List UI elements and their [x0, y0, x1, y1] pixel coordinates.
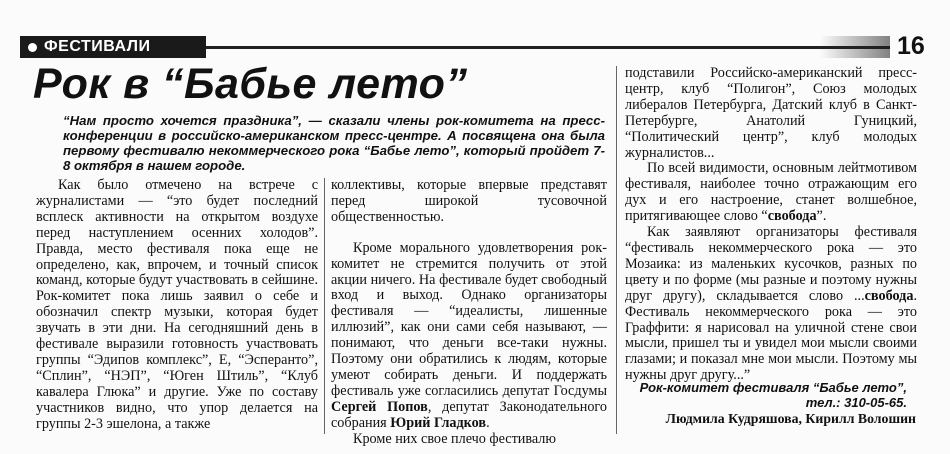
- article-column-3: [625, 66, 917, 384]
- lead-paragraph: “Нам просто хочется праздника”, — сказали члены рок-комитета на пресс-конференции в российско-американском пресс-центре. А посвящена она была первому фестивалю некоммерческого рока “Бабье лето”, который пройдет 7-8 октября в нашем городе.: [63, 113, 605, 173]
- column3-paragraph-3-text: Как заявляют организаторы фестиваля “фестиваль некоммерческого рока — это Мозаика: из маленьких кусочков, разных по цвету и по форме (мы разные и поэтому нужны друг другу), складывается слово ...: [625, 224, 917, 304]
- column-divider: [324, 178, 325, 434]
- article-column-2: [331, 178, 607, 448]
- deputy-name: Сергей Попов: [331, 398, 428, 415]
- column2-paragraph-2-end: .: [486, 414, 490, 431]
- contact-info: Рок-комитет фестиваля “Бабье лето”, тел.: 310-05-65.: [639, 380, 907, 410]
- column-divider: [616, 166, 617, 434]
- column3-paragraph-2-text: По всей видимости, основным лейтмотивом фестиваля, наиболее точно отражающим его дух и его настроение, станет волшебное, притягивающее слово “: [625, 160, 917, 225]
- column2-paragraph-2-text: Кроме морального удовлетворения рок-комитет не стремится получить от этой акции ничего. На фестивале будет свободный вход и выход. Однако организаторы фестиваля — “идеалисты, лишенные иллюзий”, как они сами себя называют, — понимают, что деньги все-таки нужны. Поэтому они обратились к людям, которые умеют собирать деньги. И поддержать фестиваль уже согласились депутат Госдумы: [331, 239, 607, 399]
- page-number: 16: [897, 32, 925, 60]
- column3-paragraph-3-end: . Фестиваль некоммерческого рока — это Граффити: я нарисовал на уличной стене свои мысли, пришел ты и увидел мои мысли своими глазами; и показал мне мои мысли. Поэтому мы нужны друг другу...”: [625, 287, 917, 384]
- column2-paragraph-3: Кроме них свое плечо фестивалю: [353, 430, 556, 447]
- deputy-name: Юрий Гладков: [390, 414, 487, 431]
- rubric-rule: [206, 46, 890, 49]
- rubric-bar: [20, 36, 206, 58]
- column2-paragraph-1: коллективы, которые впервые представят перед широкой тусовочной общественностью.: [331, 177, 607, 225]
- headline: Рок в “Бабье лето”: [33, 60, 468, 108]
- bullet-icon: [28, 43, 37, 52]
- article-column-1: [36, 178, 318, 433]
- rubric-label: ФЕСТИВАЛИ: [44, 38, 151, 55]
- keyword-freedom: свобода: [864, 287, 914, 304]
- column3-paragraph-1: подставили Российско-американский пресс-центр, клуб “Полигон”, Союз молодых либералов Петербурга, Датский клуб в Санкт-Петербурге, Анатолий Гуницкий, “Политический центр”, клуб молодых журналистов...: [625, 65, 917, 161]
- column3-paragraph-2: [625, 161, 917, 225]
- column3-paragraph-2-end: ”.: [816, 208, 827, 225]
- column-divider: [616, 66, 617, 166]
- column2-paragraph-2-mid: , депутат Законодательного собрания: [331, 398, 607, 431]
- column3-paragraph-3: [625, 225, 917, 384]
- keyword-freedom: свобода: [767, 208, 817, 225]
- column2-paragraph-2: [331, 241, 607, 432]
- author-signature: Людмила Кудряшова, Кирилл Волошин: [665, 411, 916, 426]
- rubric-shading: [820, 36, 890, 58]
- column1-text: Как было отмечено на встрече с журналистами — “это будет последний всплеск активности на открытом воздухе перед наступлением осенних холодов”. Правда, место фестиваля пока еще не определено, как, впрочем, и точный список команд, которые будут участвовать в сейшине. Рок-комитет пока лишь заявил о себе и обозначил спектр музыки, которая будет звучать в эти дни. На сегодняшний день в фестивале выразили готовность участвовать группы “Эдипов комплекс”, Е, “Эсперанто”, “Сплин”, “НЭП”, “Юген Штиль”, “Клуб кавалера Глюка” и другие. Уже по составу участников видно, что упор делается на группы 2-3 эшелона, а также: [36, 177, 318, 432]
